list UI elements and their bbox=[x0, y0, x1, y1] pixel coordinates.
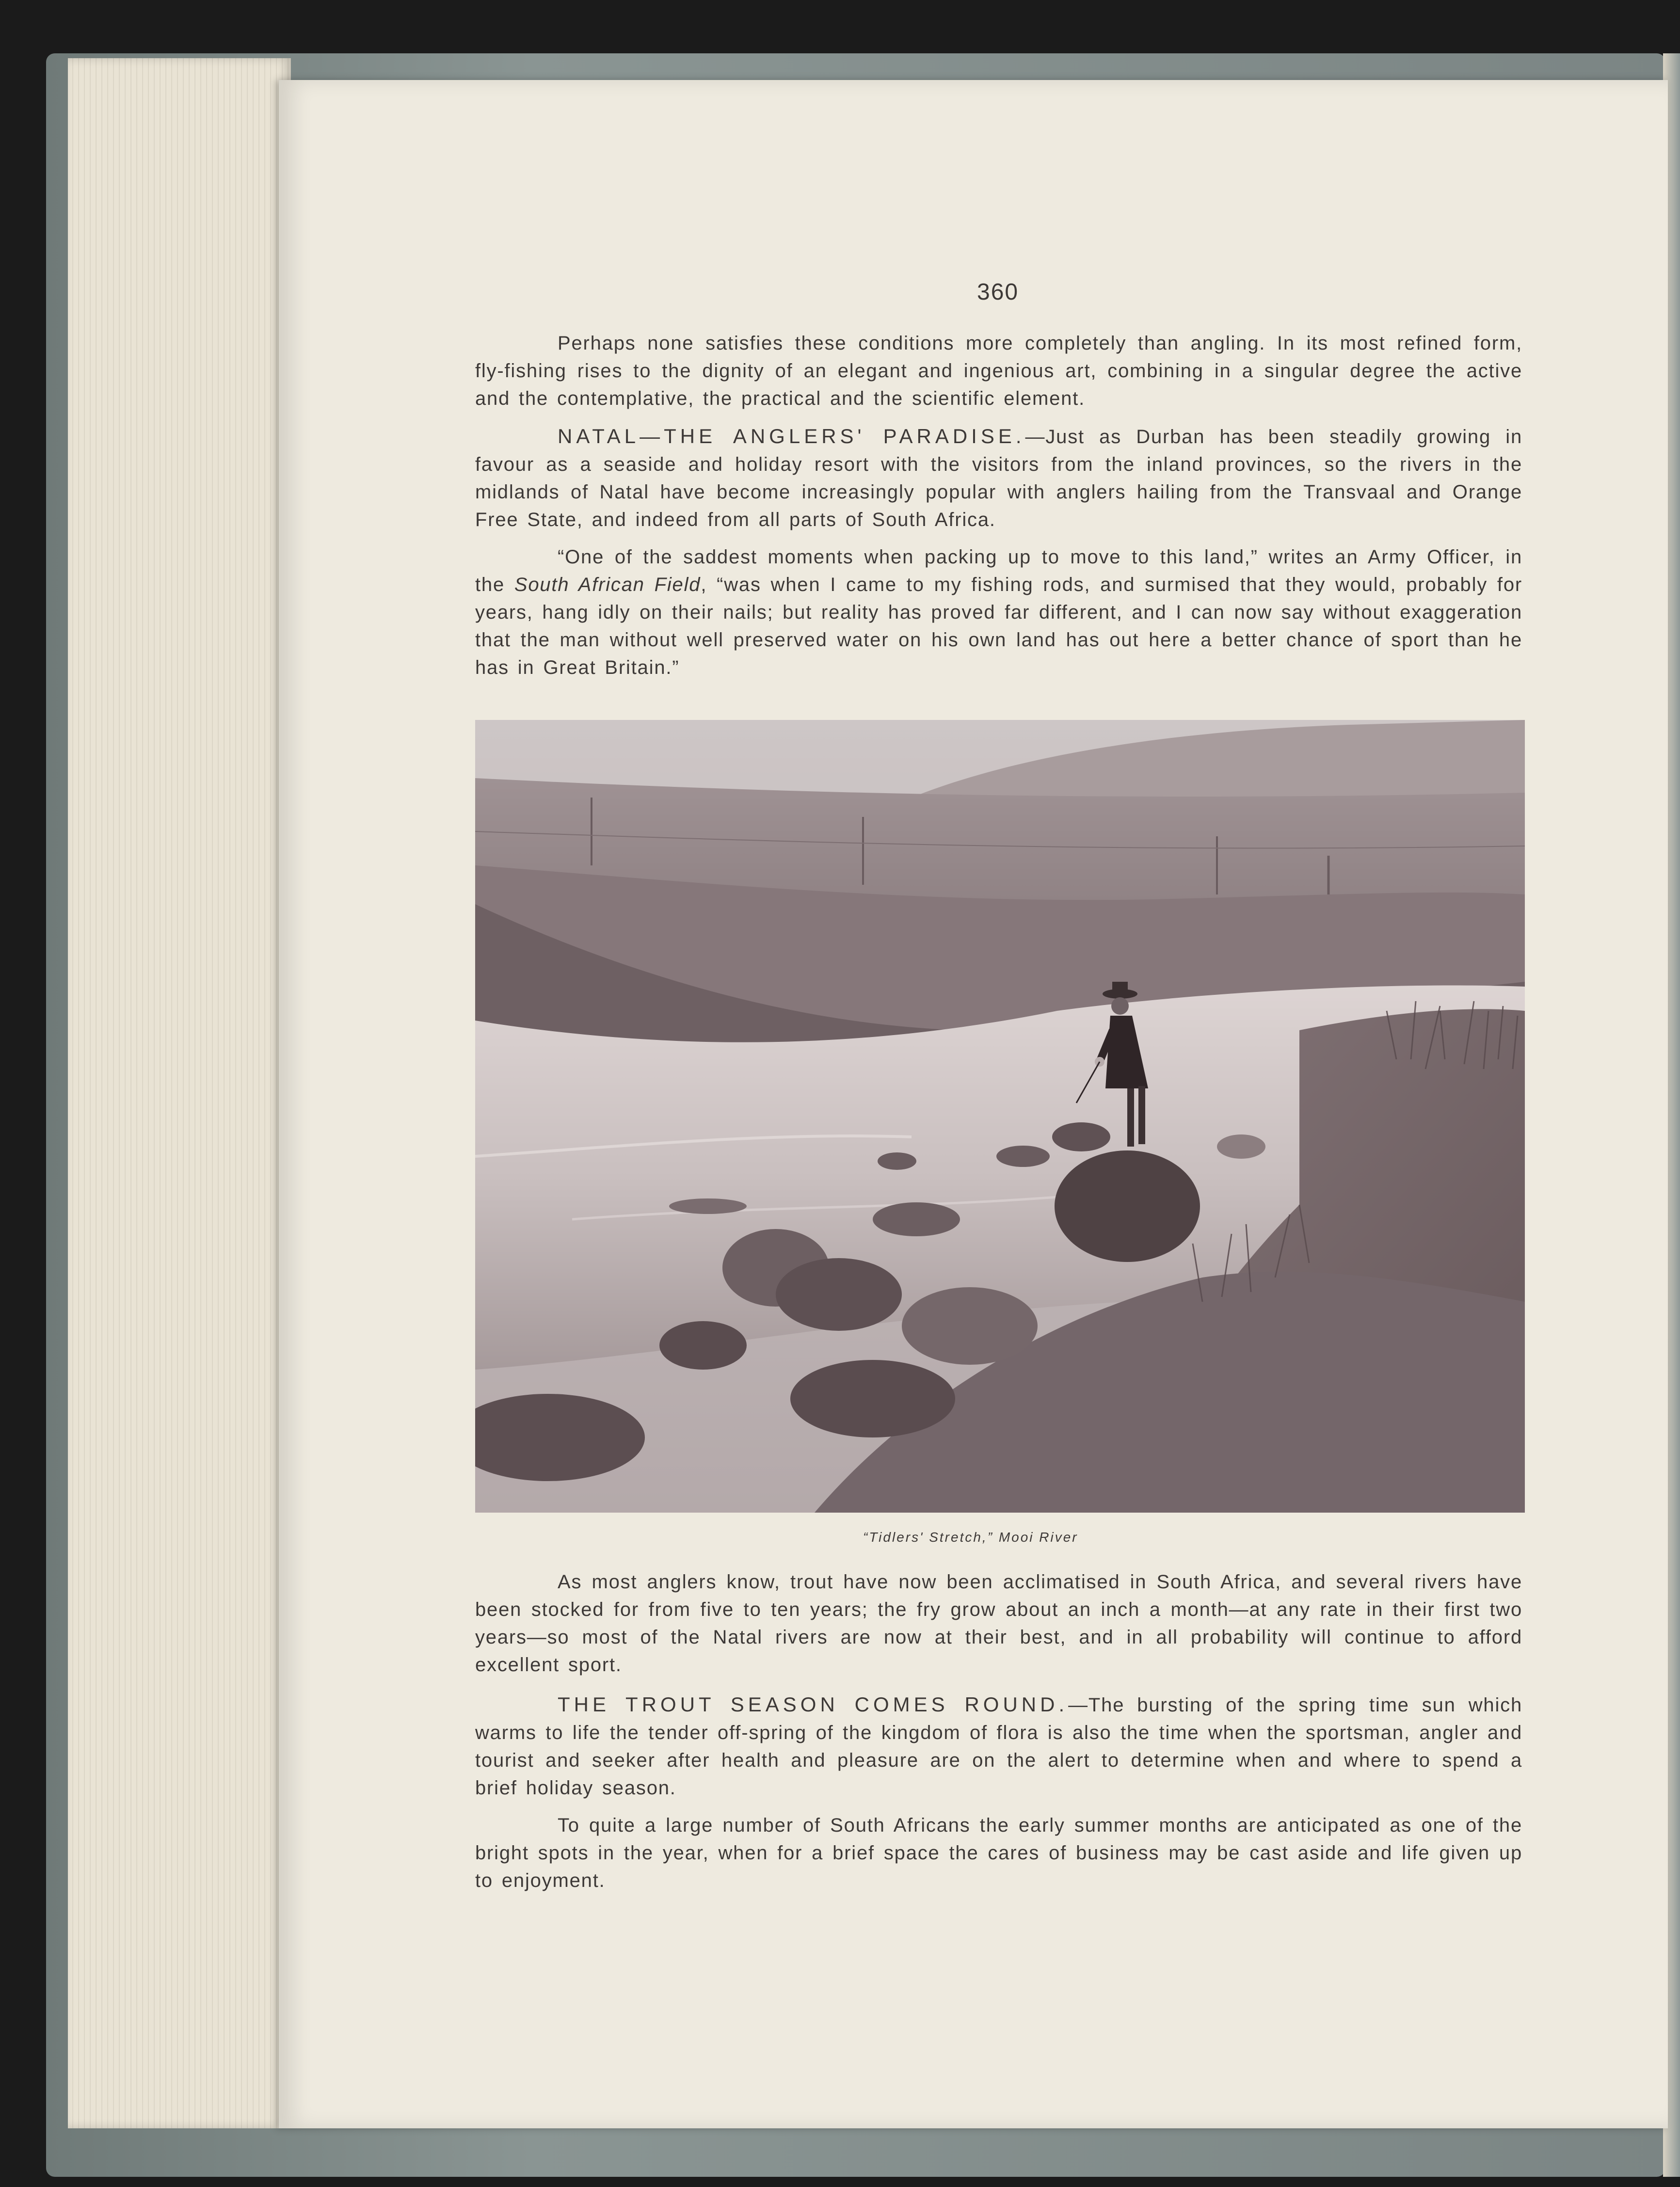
caption-title: “Tidlers' Stretch,” bbox=[863, 1530, 994, 1545]
paragraph-natal-body: —Just as Durban has been steadily growing in favour as a seaside and holiday resort with the visitors from the inland provinces, so the rivers in the midlands of Natal have become increasingly popular with anglers hailing from the Transvaal and Orange Free State, and indeed from all parts of South Africa. bbox=[475, 426, 1523, 530]
caption-place: Mooi River bbox=[998, 1530, 1078, 1545]
river-photograph bbox=[475, 720, 1525, 1513]
paragraph-natal bbox=[475, 422, 1522, 534]
paragraph-army-officer bbox=[475, 543, 1522, 682]
paragraph-trout-acclimatised: As most anglers know, trout have now been acclimatised in South Africa, and several rivers have been stocked for from five to ten years; the fry grow about an inch a month—at any rate in their first two years—so most of the Natal rivers are now at their best, and in all probability will continue to afford excellent sport. bbox=[475, 1571, 1522, 1676]
paragraph-trout-season bbox=[475, 1691, 1522, 1802]
paragraph-trout-season-body: —The bursting of the spring time sun which warms to life the tender off-spring of the kingdom of flora is also the time when the sportsman, angler and tourist and seeker after health and pleasure are on the alert to determine when and where to spend a brief holiday season. bbox=[475, 1694, 1523, 1799]
figure-caption bbox=[863, 1530, 1154, 1545]
quote-end: , “was when I came to my fishing rods, and surmised that they would, probably for years, hang idly on their nails; but reality has proved far different, and I can now say without exaggeration that the man without well preserved water on his own land has out here a better chance of sport than he has in Great Britain.” bbox=[475, 574, 1522, 678]
heading-natal: NATAL—THE ANGLERS' PARADISE. bbox=[558, 425, 1025, 447]
heading-trout-season: THE TROUT SEASON COMES ROUND. bbox=[558, 1693, 1069, 1716]
river-scene bbox=[475, 720, 1525, 1513]
publication-title: South African Field bbox=[514, 574, 701, 595]
quote-start: “One of the saddest moments when packing up to move to this land,” writes an Army Officer, in the bbox=[475, 546, 1522, 595]
page-number: 360 bbox=[977, 279, 1019, 305]
upper-text bbox=[475, 330, 1522, 682]
paragraph-summer-months: To quite a large number of South Africans the early summer months are anticipated as one of the bright spots in the year, when for a brief space the cares of business may be cast aside and life given up to enjoyment. bbox=[475, 1815, 1522, 1891]
lower-text bbox=[475, 1568, 1522, 1895]
paragraph-angling: Perhaps none satisfies these conditions more completely than angling. In its most refined form, fly-fishing rises to the dignity of an elegant and ingenious art, combining in a singular degree the active and the contemplative, the practical and the scientific element. bbox=[475, 333, 1522, 409]
page-edges bbox=[68, 58, 291, 2128]
